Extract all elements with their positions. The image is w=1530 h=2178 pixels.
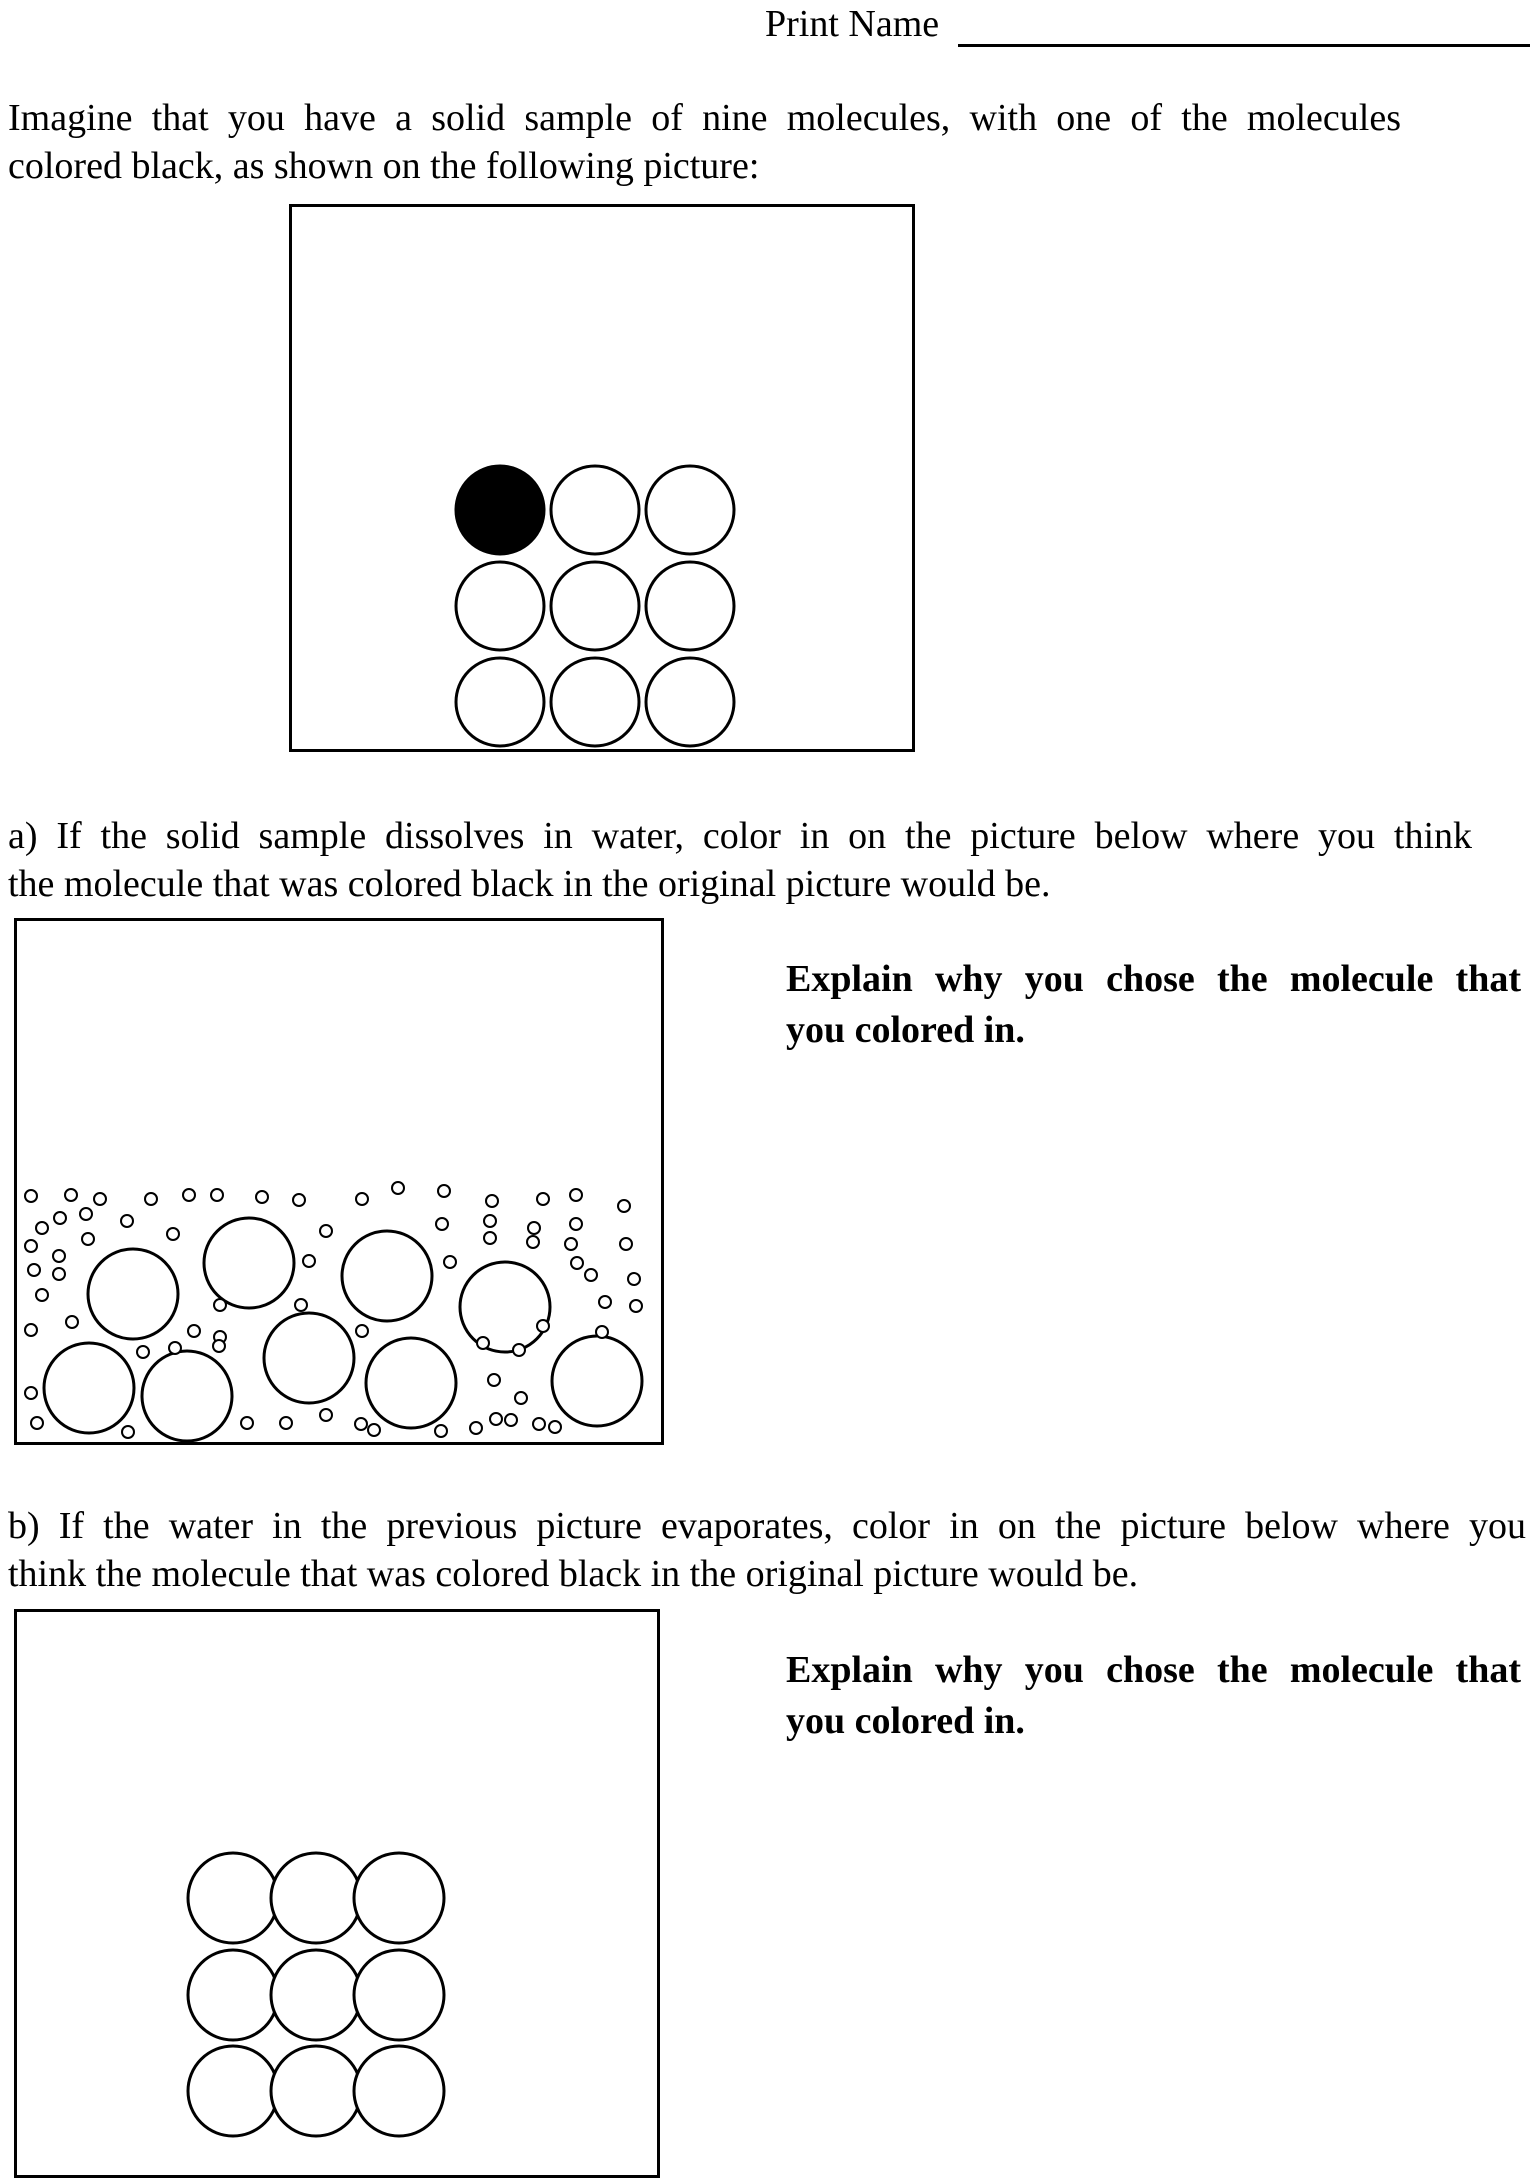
molecule (551, 562, 639, 650)
water-molecule (36, 1222, 48, 1234)
evaporated-molecule[interactable] (188, 1853, 278, 1943)
water-molecule (537, 1320, 549, 1332)
evaporated-molecule[interactable] (271, 1950, 361, 2040)
water-molecule (145, 1193, 157, 1205)
water-molecule (211, 1189, 223, 1201)
water-molecule (28, 1264, 40, 1276)
water-molecule (392, 1182, 404, 1194)
water-molecule (549, 1421, 561, 1433)
water-molecule (293, 1194, 305, 1206)
water-molecule (356, 1193, 368, 1205)
dissolved-molecule[interactable] (88, 1249, 178, 1339)
water-molecule (256, 1191, 268, 1203)
molecule (456, 658, 544, 746)
water-molecule (477, 1337, 489, 1349)
water-molecule (513, 1344, 525, 1356)
water-molecule (488, 1374, 500, 1386)
water-molecule (303, 1255, 315, 1267)
water-molecule (121, 1215, 133, 1227)
water-molecule (628, 1273, 640, 1285)
water-molecule (585, 1269, 597, 1281)
dissolved-molecule[interactable] (366, 1338, 456, 1428)
question-a-explain-line-1: Explain why you chose the molecule that (786, 958, 1521, 1000)
question-b-line-2: think the molecule that was colored black in the original picture would be. (8, 1553, 1139, 1595)
water-molecule (31, 1417, 43, 1429)
molecule (551, 466, 639, 554)
water-molecule (25, 1240, 37, 1252)
water-molecule (438, 1185, 450, 1197)
molecule (456, 562, 544, 650)
water-molecule (122, 1426, 134, 1438)
intro-line-1: Imagine that you have a solid sample of nine molecules, with one of the molecules (8, 97, 1401, 139)
water-molecule (137, 1346, 149, 1358)
water-molecule (320, 1409, 332, 1421)
water-molecule (167, 1228, 179, 1240)
evaporated-molecule[interactable] (271, 1853, 361, 1943)
water-molecule (213, 1340, 225, 1352)
molecule (646, 466, 734, 554)
water-molecule (320, 1225, 332, 1237)
water-molecule (570, 1218, 582, 1230)
evaporated-molecule[interactable] (354, 1950, 444, 2040)
water-molecule (596, 1326, 608, 1338)
water-molecule (368, 1424, 380, 1436)
water-molecule (435, 1425, 447, 1437)
water-molecule (484, 1232, 496, 1244)
water-molecule (169, 1342, 181, 1354)
water-molecule (570, 1189, 582, 1201)
evaporated-molecule[interactable] (271, 2046, 361, 2136)
question-a-line-1: a) If the solid sample dissolves in water, color in on the picture below where you think (8, 815, 1472, 857)
water-molecule (571, 1257, 583, 1269)
water-molecule (82, 1233, 94, 1245)
print-name-field[interactable] (958, 40, 1530, 47)
question-a-explain-line-2: you colored in. (786, 1009, 1025, 1051)
water-molecule (515, 1392, 527, 1404)
dissolved-molecule[interactable] (264, 1313, 354, 1403)
water-molecule (53, 1268, 65, 1280)
water-molecule (65, 1189, 77, 1201)
print-name-label: Print Name (765, 3, 940, 45)
evaporated-molecule[interactable] (354, 2046, 444, 2136)
water-molecule (620, 1238, 632, 1250)
water-molecule (599, 1296, 611, 1308)
water-molecule (436, 1218, 448, 1230)
water-molecule (537, 1193, 549, 1205)
dissolved-molecule[interactable] (552, 1336, 642, 1426)
water-molecule (527, 1236, 539, 1248)
water-molecule (355, 1418, 367, 1430)
evaporated-molecule-grid (188, 1853, 444, 2136)
dissolved-molecule[interactable] (460, 1262, 550, 1352)
water-molecule (214, 1299, 226, 1311)
water-molecule (470, 1422, 482, 1434)
water-molecule (565, 1238, 577, 1250)
water-molecule (241, 1417, 253, 1429)
dissolved-sample-figure[interactable] (14, 918, 664, 1445)
water-molecule (484, 1215, 496, 1227)
dissolved-molecules (44, 1218, 642, 1441)
water-molecule (36, 1289, 48, 1301)
evaporated-molecule[interactable] (188, 2046, 278, 2136)
water-molecule (188, 1325, 200, 1337)
water-molecule (528, 1222, 540, 1234)
question-a-line-2: the molecule that was colored black in the original picture would be. (8, 863, 1051, 905)
molecule (646, 562, 734, 650)
water-molecule (444, 1256, 456, 1268)
water-molecule (183, 1189, 195, 1201)
water-molecule (280, 1417, 292, 1429)
dissolved-molecule[interactable] (142, 1351, 232, 1441)
dissolved-molecule[interactable] (204, 1218, 294, 1308)
black-molecule (456, 466, 544, 554)
water-molecule (80, 1208, 92, 1220)
molecule (551, 658, 639, 746)
question-b-explain-line-1: Explain why you chose the molecule that (786, 1649, 1521, 1691)
water-molecule (533, 1418, 545, 1430)
intro-line-2: colored black, as shown on the following picture: (8, 145, 760, 187)
water-molecule (505, 1414, 517, 1426)
evaporated-molecule[interactable] (354, 1853, 444, 1943)
evaporated-sample-figure[interactable] (14, 1609, 660, 2178)
solid-molecule-grid (456, 466, 734, 746)
water-molecule (25, 1324, 37, 1336)
solid-sample-figure (289, 204, 915, 752)
water-molecule (66, 1316, 78, 1328)
question-b-explain-line-2: you colored in. (786, 1700, 1025, 1742)
water-molecule (25, 1387, 37, 1399)
dissolved-molecule[interactable] (342, 1231, 432, 1321)
water-molecule (94, 1193, 106, 1205)
water-molecule (356, 1325, 368, 1337)
evaporated-molecule[interactable] (188, 1950, 278, 2040)
water-molecule (25, 1190, 37, 1202)
water-molecule (630, 1300, 642, 1312)
molecule (646, 658, 734, 746)
water-molecule (490, 1413, 502, 1425)
water-molecule (53, 1250, 65, 1262)
water-molecule (618, 1200, 630, 1212)
water-molecule (295, 1299, 307, 1311)
question-b-line-1: b) If the water in the previous picture evaporates, color in on the picture below where you (8, 1505, 1526, 1547)
dissolved-molecule[interactable] (44, 1343, 134, 1433)
water-molecule (486, 1195, 498, 1207)
water-molecule (54, 1212, 66, 1224)
